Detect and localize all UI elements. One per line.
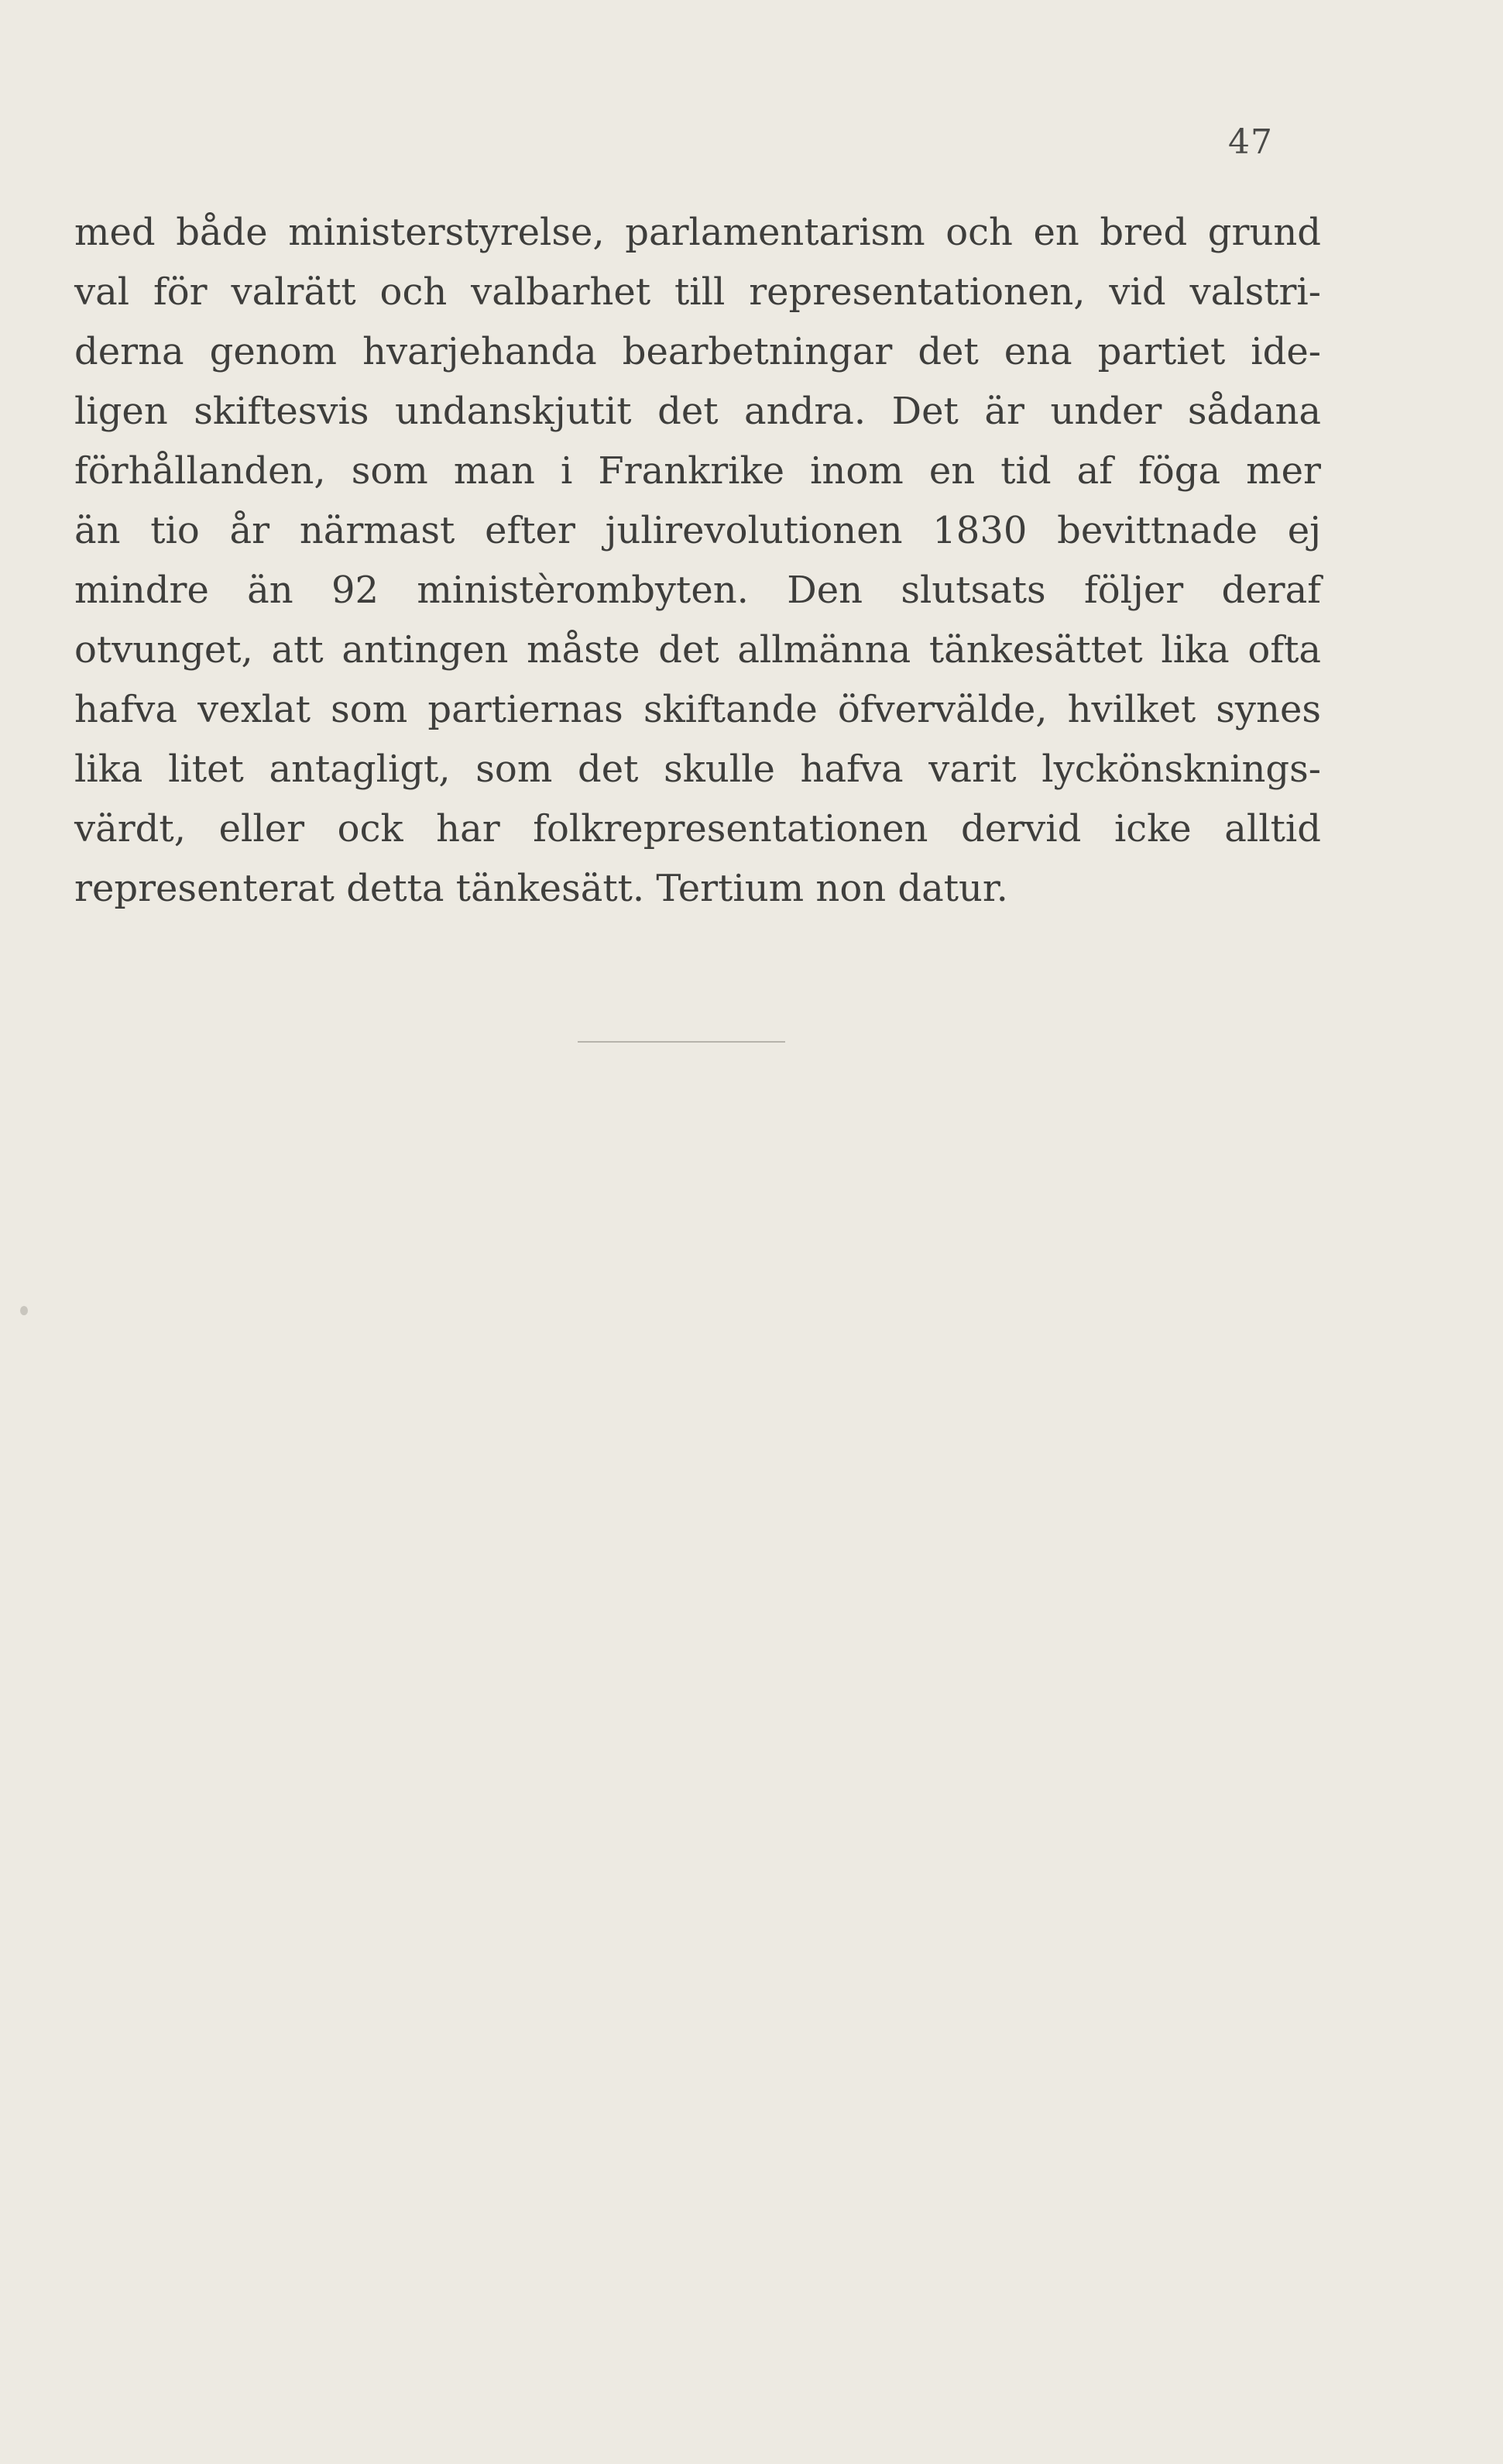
text-line: hafva vexlat som partiernas skiftande öfvervälde, hvilket synes [74,688,1321,731]
text-line: värdt, eller ock har folkrepresentationen dervid icke alltid [74,807,1321,851]
body-text [74,203,1321,919]
text-line: än tio år närmast efter julirevolutionen 1830 bevittnade ej [74,509,1321,552]
section-divider [578,1041,785,1043]
text-line: med både ministerstyrelse, parlamentarism och en bred grund [74,211,1321,254]
text-line: otvunget, att antingen måste det allmänna tänkesättet lika ofta [74,628,1321,672]
text-line: val för valrätt och valbarhet till representationen, vid valstri- [74,270,1321,314]
text-line: mindre än 92 ministèrombyten. Den slutsats följer deraf [74,569,1321,612]
text-line: ligen skiftesvis undanskjutit det andra. Det är under sådana [74,390,1321,433]
paper-speck [20,1306,28,1315]
page-number: 47 [1228,122,1273,162]
text-line: derna genom hvarjehanda bearbetningar det ena partiet ide- [74,330,1321,373]
text-line: representerat detta tänkesätt. Tertium non datur. [74,867,1008,910]
text-line: lika litet antagligt, som det skulle hafva varit lyckönsknings- [74,747,1321,791]
text-line: förhållanden, som man i Frankrike inom en tid af föga mer [74,449,1321,493]
